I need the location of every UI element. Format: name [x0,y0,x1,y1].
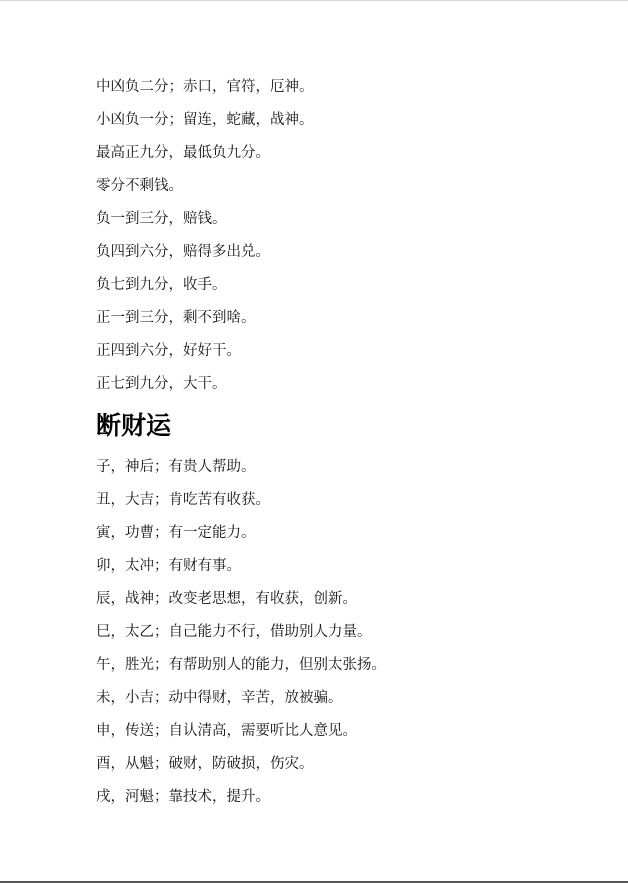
text-line: 未，小吉；动中得财，辛苦，放被骗。 [96,690,343,706]
text-line: 负七到九分，收手。 [96,277,227,293]
text-line: 小凶负一分；留连，蛇藏，战神。 [96,112,314,128]
text-line: 申，传送；自认清高，需要听比人意见。 [96,723,357,739]
text-line: 负一到三分，赔钱。 [96,211,227,227]
text-line: 巳，太乙；自己能力不行，借助别人力量。 [96,624,372,640]
section-heading: 断财运 [96,411,172,440]
text-line: 中凶负二分；赤口，官符，厄神。 [96,79,314,95]
text-line: 午，胜光；有帮助别人的能力，但别太张扬。 [96,657,386,673]
text-line: 卯，太冲；有财有事。 [96,558,241,574]
text-line: 辰，战神；改变老思想，有收获，创新。 [96,591,357,607]
text-line: 正四到六分，好好干。 [96,343,241,359]
text-line: 丑，大吉；肯吃苦有收获。 [96,492,270,508]
page-content [96,71,596,814]
text-line: 零分不剩钱。 [96,178,183,194]
text-line: 寅，功曹；有一定能力。 [96,525,256,541]
text-line: 酉，从魁；破财，防破损，伤灾。 [96,756,314,772]
text-line: 正七到九分，大干。 [96,376,227,392]
text-line: 正一到三分，剩不到啥。 [96,310,256,326]
text-line: 最高正九分，最低负九分。 [96,145,270,161]
text-line: 戌，河魁；靠技术，提升。 [96,789,270,805]
text-line: 子，神后；有贵人帮助。 [96,459,256,475]
text-line: 负四到六分，赔得多出兑。 [96,244,270,260]
